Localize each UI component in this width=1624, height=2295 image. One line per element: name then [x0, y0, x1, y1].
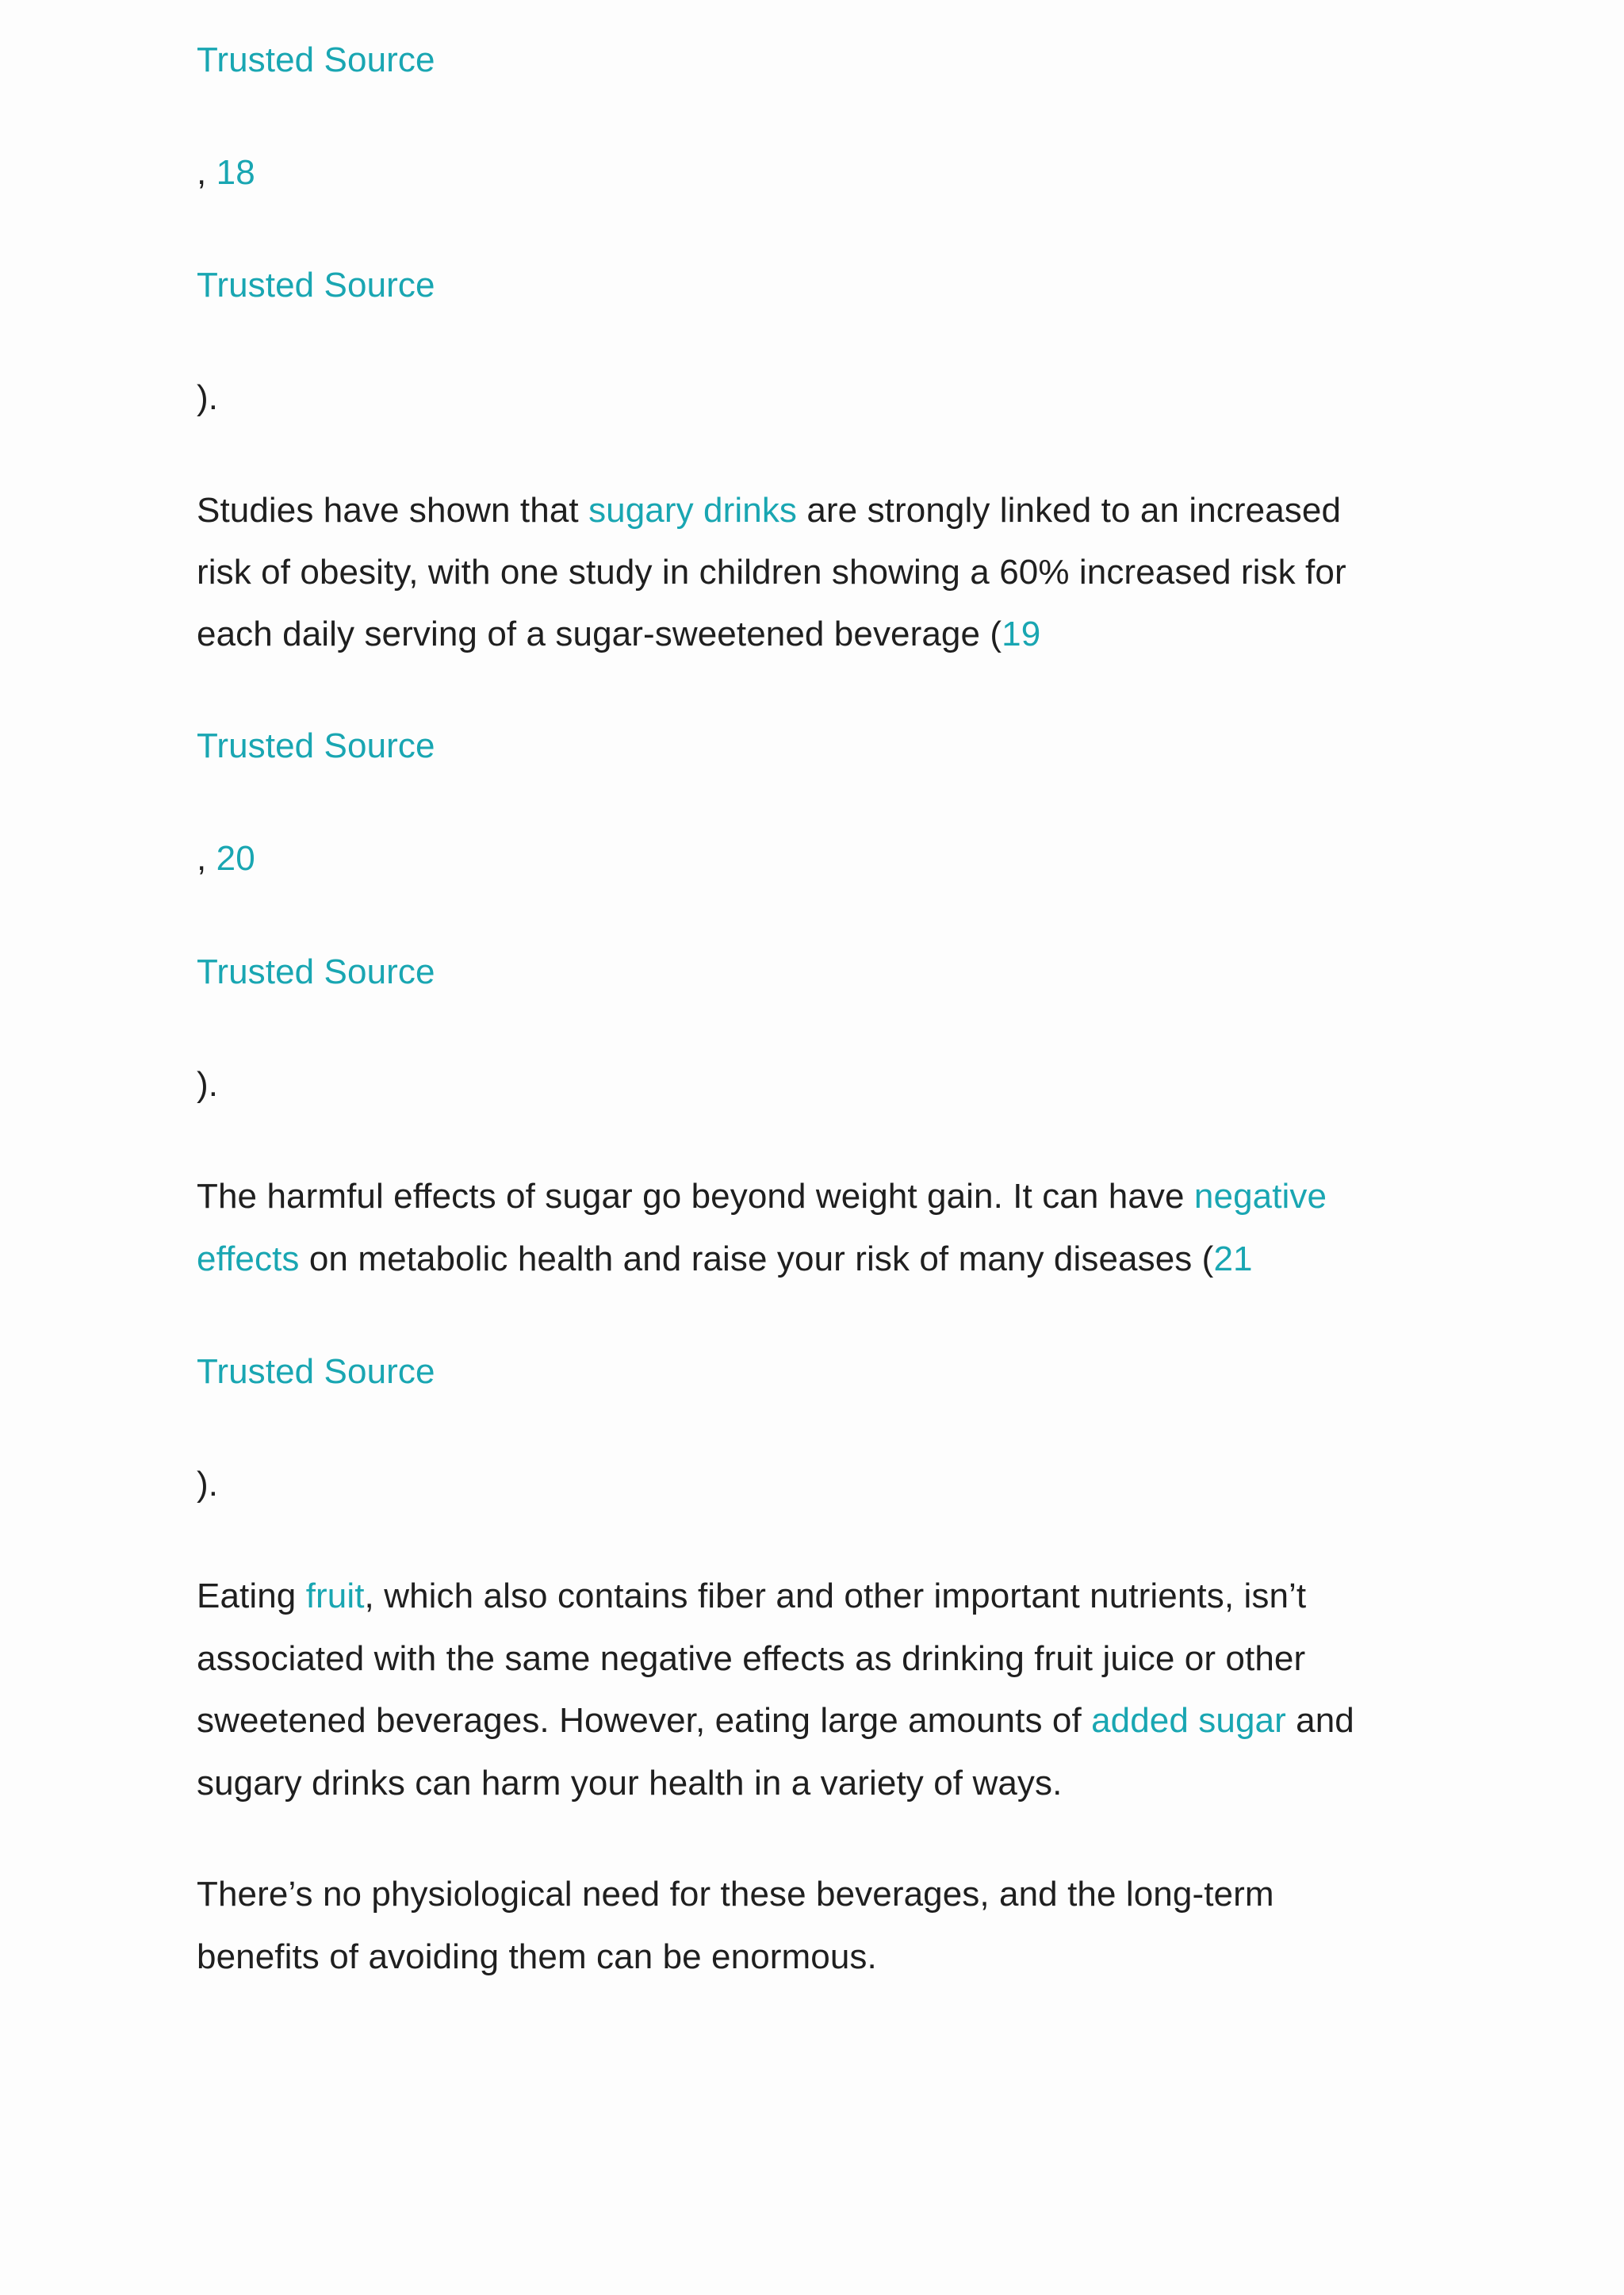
paragraph-line	[197, 1174, 1327, 1219]
citation-line	[197, 837, 255, 881]
reference-link-21[interactable]: 21	[1213, 1239, 1253, 1278]
paragraph-text: Eating	[197, 1577, 306, 1615]
negative-effects-link[interactable]: effects	[197, 1239, 300, 1278]
paragraph-line	[197, 1699, 1354, 1743]
paragraph-text: and	[1285, 1701, 1354, 1740]
paragraph-text: Studies have shown that	[197, 491, 589, 530]
paragraph-text: sugary drinks can harm your health in a variety of ways.	[197, 1764, 1063, 1803]
citation-close-text: ).	[197, 1465, 219, 1504]
paragraph-text: The harmful effects of sugar go beyond weight gain. It can have	[197, 1177, 1194, 1216]
negative-effects-link[interactable]: negative	[1193, 1177, 1327, 1216]
paragraph-text: on metabolic health and raise your risk of many diseases (	[299, 1239, 1214, 1278]
paragraph-line	[197, 550, 1346, 595]
paragraph-text: risk of obesity, with one study in children showing a 60% increased risk for	[197, 553, 1346, 592]
paragraph-line	[197, 1935, 877, 1979]
citation-separator: ,	[197, 839, 216, 878]
paragraph-text: sweetened beverages. However, eating large amounts of	[197, 1701, 1092, 1740]
reference-link-19[interactable]: 19	[1002, 615, 1041, 653]
citation-line	[197, 950, 435, 994]
citation-separator: ,	[197, 153, 216, 192]
trusted-source-link[interactable]: Trusted Source	[197, 726, 435, 765]
paragraph-line	[197, 1872, 1274, 1917]
citation-line	[197, 724, 435, 768]
citation-close-text: ).	[197, 1065, 219, 1104]
trusted-source-link[interactable]: Trusted Source	[197, 266, 435, 305]
paragraph-text: , which also contains fiber and other important nutrients, isn’t	[364, 1577, 1307, 1615]
citation-line	[197, 1350, 435, 1394]
trusted-source-link[interactable]: Trusted Source	[197, 952, 435, 991]
citation-close-text: ).	[197, 378, 219, 417]
fruit-link[interactable]: fruit	[305, 1577, 365, 1615]
trusted-source-link[interactable]: Trusted Source	[197, 40, 435, 79]
citation-close	[197, 1063, 218, 1107]
paragraph-line	[197, 1637, 1305, 1681]
paragraph-text: are strongly linked to an increased	[797, 491, 1342, 530]
reference-link-20[interactable]: 20	[216, 839, 255, 878]
paragraph-line	[197, 1237, 1253, 1282]
reference-link-18[interactable]: 18	[216, 153, 255, 192]
citation-close	[197, 376, 218, 420]
citation-close	[197, 1462, 218, 1507]
paragraph-line	[197, 612, 1040, 657]
citation-line	[197, 38, 435, 82]
paragraph-line	[197, 1574, 1306, 1619]
added-sugar-link[interactable]: added sugar	[1091, 1701, 1286, 1740]
trusted-source-link[interactable]: Trusted Source	[197, 1352, 435, 1391]
paragraph-text: benefits of avoiding them can be enormous.	[197, 1937, 877, 1976]
paragraph-line	[197, 489, 1341, 533]
paragraph-text: each daily serving of a sugar-sweetened beverage (	[197, 615, 1002, 653]
paragraph-text: associated with the same negative effects as drinking fruit juice or other	[197, 1639, 1306, 1678]
citation-line	[197, 263, 435, 308]
sugary-drinks-link[interactable]: sugary drinks	[588, 491, 798, 530]
paragraph-line	[197, 1761, 1062, 1806]
paragraph-text: There’s no physiological need for these beverages, and the long-term	[197, 1875, 1274, 1914]
citation-line	[197, 151, 255, 195]
